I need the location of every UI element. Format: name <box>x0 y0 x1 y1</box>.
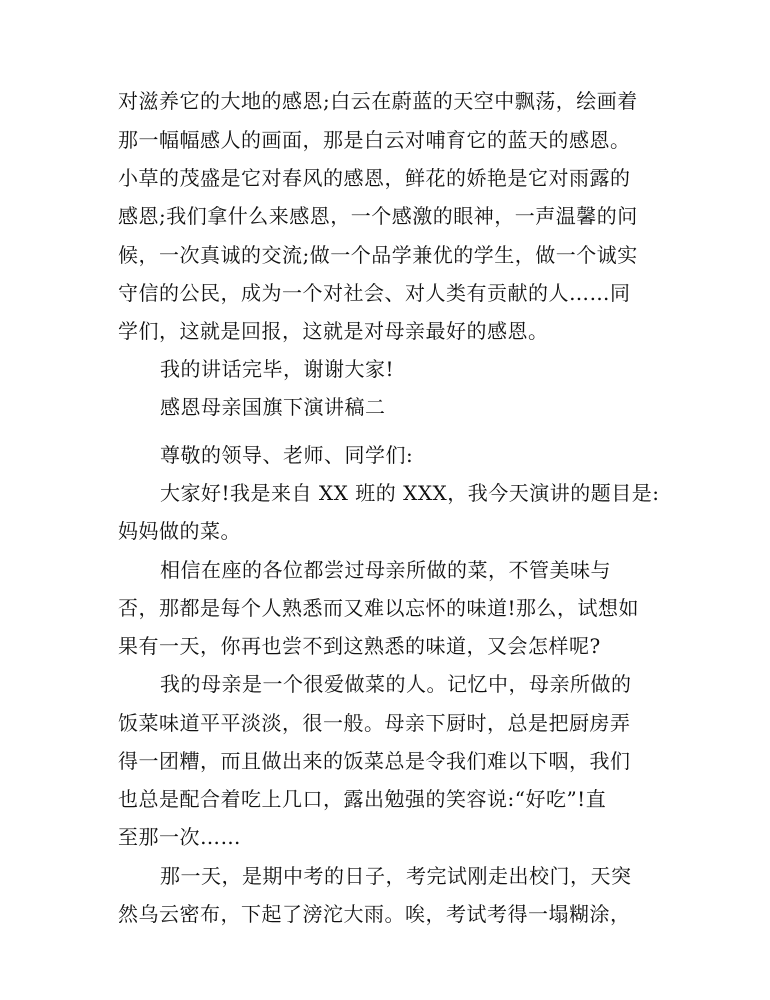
text-line: 果有一天，你再也尝不到这熟悉的味道，又会怎样呢? <box>118 634 601 658</box>
text-line: 否，那都是每个人熟悉而又难以忘怀的味道!那么，试想如 <box>118 596 640 620</box>
text-line: 候，一次真诚的交流;做一个品学兼优的学生，做一个诚实 <box>118 243 638 267</box>
salutation: 尊敬的领导、老师、同学们: <box>160 443 414 467</box>
text-line: 相信在座的各位都尝过母亲所做的菜，不管美味与 <box>160 558 611 582</box>
text-line: 妈妈做的菜。 <box>118 519 241 543</box>
text-line: 也总是配合着吃上几口，露出勉强的笑容说:“好吃”!直 <box>118 787 607 811</box>
text-line: 我的母亲是一个很爱做菜的人。记忆中，母亲所做的 <box>160 672 632 696</box>
text-line: 那一幅幅感人的画面，那是白云对哺育它的蓝天的感恩。 <box>118 128 631 152</box>
section-title: 感恩母亲国旗下演讲稿二 <box>160 395 386 419</box>
text-line: 感恩;我们拿什么来感恩，一个感激的眼神，一声温馨的问 <box>118 204 638 228</box>
text-line: 那一天，是期中考的日子，考完试刚走出校门，天突 <box>160 864 632 888</box>
closing-line: 我的讲话完毕，谢谢大家! <box>160 357 395 381</box>
text-line: 大家好!我是来自 XX 班的 XXX，我今天演讲的题目是: <box>160 481 660 505</box>
text-line: 对滋养它的大地的感恩;白云在蔚蓝的天空中飘荡，绘画着 <box>118 89 638 113</box>
text-line: 至那一次…… <box>118 825 241 849</box>
text-line: 小草的茂盛是它对春风的感恩，鲜花的娇艳是它对雨露的 <box>118 166 631 190</box>
text-line: 学们，这就是回报，这就是对母亲最好的感恩。 <box>118 319 549 343</box>
text-line: 得一团糟，而且做出来的饭菜总是令我们难以下咽，我们 <box>118 749 631 773</box>
text-line: 饭菜味道平平淡淡，很一般。母亲下厨时，总是把厨房弄 <box>118 711 631 735</box>
text-line: 守信的公民，成为一个对社会、对人类有贡献的人……同 <box>118 281 631 305</box>
text-line: 然乌云密布，下起了滂沱大雨。唉，考试考得一塌糊涂， <box>118 902 631 926</box>
